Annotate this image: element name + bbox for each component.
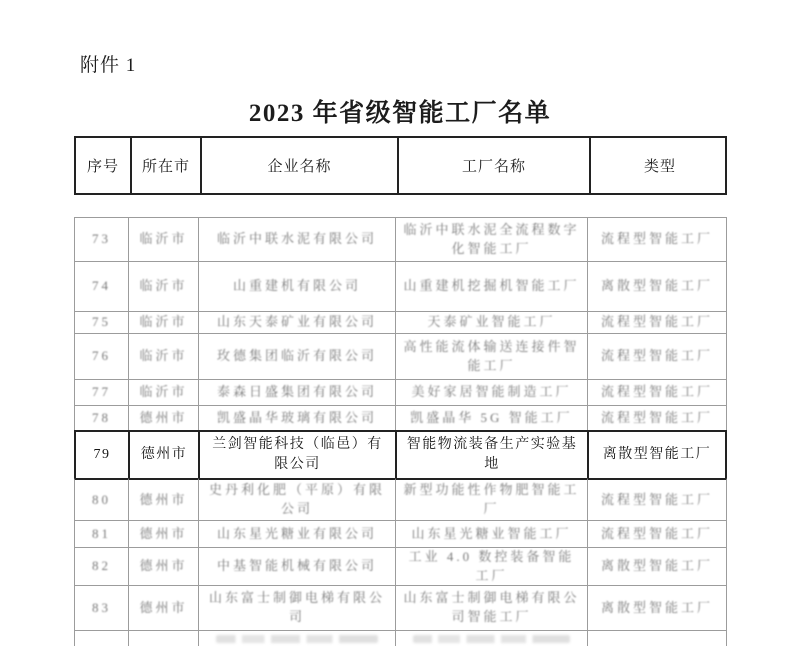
cell-type-text: 流程型智能工厂 — [600, 231, 713, 247]
cell-city-text: 德州市 — [139, 525, 188, 541]
cell-company-text: 泰森日盛集团有限公司 — [216, 384, 377, 400]
table-row-80 — [74, 478, 727, 520]
cell-no — [74, 261, 128, 311]
cell-factory-text: 临沂中联水泥全流程数字化智能工厂 — [403, 221, 580, 256]
cell-city-text: 德州市 — [139, 558, 188, 574]
cell-factory-text: 山重建机挖掘机智能工厂 — [403, 278, 580, 294]
cell-city — [128, 217, 198, 261]
cell-no-text: 81 — [92, 525, 111, 541]
cell-factory — [395, 547, 587, 585]
cell-no-text: 75 — [92, 314, 111, 330]
cell-no-text: 73 — [92, 231, 111, 247]
cell-type-text: 离散型智能工厂 — [600, 558, 713, 574]
cell-no — [74, 311, 128, 333]
cell-factory — [395, 379, 587, 405]
cell-city-text: 德州市 — [139, 491, 188, 507]
cell-no — [74, 379, 128, 405]
cell-company-text: 山东天泰矿业有限公司 — [216, 314, 377, 330]
cell-city-text: 临沂市 — [139, 348, 188, 364]
cell-city — [128, 520, 198, 547]
cell-city-text: 临沂市 — [139, 231, 188, 247]
column-header-no: 序号 — [86, 159, 119, 175]
cell-no-text: 83 — [92, 599, 111, 615]
cell-city-text: 德州市 — [139, 409, 188, 425]
cell-factory-text: 美好家居智能制造工厂 — [411, 384, 572, 400]
cell-no-text: 82 — [92, 558, 111, 574]
page-title: 2023 年省级智能工厂名单 — [248, 100, 552, 127]
cell-no-text: 80 — [92, 491, 111, 507]
cell-no — [74, 405, 128, 430]
cell-company-text: 中基智能机械有限公司 — [216, 558, 377, 574]
cell-no-text: 74 — [92, 278, 111, 294]
cell-no — [74, 333, 128, 379]
cell-type-text: 离散型智能工厂 — [602, 446, 712, 462]
cell-city — [128, 547, 198, 585]
cell-company — [198, 311, 395, 333]
cell-company — [198, 430, 395, 478]
cell-factory-text: 智能物流装备生产实验基地 — [406, 436, 578, 472]
cell-type — [587, 311, 727, 333]
cell-type-text: 离散型智能工厂 — [600, 278, 713, 294]
cell-company — [198, 261, 395, 311]
cell-city — [128, 405, 198, 430]
table-row-78 — [74, 405, 727, 430]
cell-company-text: 山东富士制御电梯有限公司 — [208, 590, 385, 624]
cell-type — [587, 333, 727, 379]
cell-city-text: 临沂市 — [139, 314, 188, 330]
column-header-city: 所在市 — [130, 138, 200, 193]
cell-type — [587, 405, 727, 430]
table-row-81 — [74, 520, 727, 547]
cell-factory-text: 山东富士制御电梯有限公司智能工厂 — [403, 590, 580, 624]
cell-factory — [395, 217, 587, 261]
data-table — [74, 217, 727, 646]
cell-company-text: 史丹利化肥（平原）有限公司 — [208, 482, 385, 516]
cell-factory — [395, 261, 587, 311]
cell-company-text: 山东星光糖业有限公司 — [216, 525, 377, 541]
cell-type — [587, 217, 727, 261]
cell-type-text: 流程型智能工厂 — [600, 409, 713, 425]
table-row-83 — [74, 585, 727, 630]
cell-company-text: 兰剑智能科技（临邑）有限公司 — [212, 436, 383, 472]
cell-partial — [198, 630, 395, 646]
cell-city — [128, 311, 198, 333]
cell-no — [74, 217, 128, 261]
cell-no — [74, 430, 128, 478]
cell-type-text: 流程型智能工厂 — [600, 525, 713, 541]
cell-city-text: 临沂市 — [139, 384, 188, 400]
table-row-76 — [74, 333, 727, 379]
cell-type-text: 流程型智能工厂 — [600, 314, 713, 330]
cell-no — [74, 478, 128, 520]
cell-company — [198, 547, 395, 585]
cell-factory-text: 新型功能性作物肥智能工厂 — [403, 482, 580, 516]
column-header-factory: 工厂名称 — [397, 138, 589, 193]
cell-company — [198, 585, 395, 630]
table-row-82 — [74, 547, 727, 585]
cell-type-text: 流程型智能工厂 — [600, 348, 713, 364]
cell-company-text: 玫德集团临沂有限公司 — [216, 348, 377, 364]
table-row-partial — [74, 630, 727, 646]
cell-factory — [395, 478, 587, 520]
table-row-75 — [74, 311, 727, 333]
cell-type — [587, 379, 727, 405]
cell-city — [128, 333, 198, 379]
illegible-text-smudge — [413, 635, 571, 643]
cell-no-text: 78 — [92, 409, 111, 425]
cell-partial — [587, 630, 727, 646]
table-header-row — [74, 136, 727, 195]
cell-factory-text: 工业 4.0 数控装备智能工厂 — [408, 548, 575, 583]
cell-type-text: 流程型智能工厂 — [600, 384, 713, 400]
attachment-label: 附件 1 — [80, 55, 137, 76]
cell-city-text: 德州市 — [139, 599, 188, 615]
cell-no — [74, 585, 128, 630]
cell-company — [198, 478, 395, 520]
cell-company — [198, 379, 395, 405]
cell-city — [128, 430, 198, 478]
cell-company — [198, 520, 395, 547]
cell-factory — [395, 333, 587, 379]
cell-type — [587, 430, 727, 478]
cell-factory — [395, 520, 587, 547]
cell-type — [587, 478, 727, 520]
cell-partial — [395, 630, 587, 646]
cell-company-text: 山重建机有限公司 — [232, 278, 361, 294]
table-row-74 — [74, 261, 727, 311]
cell-factory — [395, 311, 587, 333]
cell-city-text: 德州市 — [140, 446, 188, 462]
cell-city — [128, 585, 198, 630]
cell-factory-text: 高性能流体输送连接件智能工厂 — [403, 338, 580, 373]
cell-city-text: 临沂市 — [139, 278, 188, 294]
cell-city — [128, 379, 198, 405]
column-header-company: 企业名称 — [200, 138, 397, 193]
cell-partial — [74, 630, 128, 646]
cell-company-text: 临沂中联水泥有限公司 — [216, 231, 377, 247]
cell-city — [128, 261, 198, 311]
cell-company — [198, 405, 395, 430]
cell-no-text: 79 — [93, 446, 111, 462]
table-row-79 — [74, 430, 727, 478]
cell-no-text: 76 — [92, 348, 111, 364]
cell-no — [74, 547, 128, 585]
column-header-type: 类型 — [589, 138, 729, 193]
cell-company — [198, 217, 395, 261]
cell-factory — [395, 405, 587, 430]
cell-no — [74, 520, 128, 547]
cell-type-text: 离散型智能工厂 — [600, 599, 713, 615]
table-row-77 — [74, 379, 727, 405]
cell-type — [587, 261, 727, 311]
cell-no-text: 77 — [92, 384, 111, 400]
cell-factory — [395, 585, 587, 630]
cell-factory — [395, 430, 587, 478]
cell-type — [587, 547, 727, 585]
cell-type — [587, 585, 727, 630]
cell-factory-text: 天泰矿业智能工厂 — [427, 314, 556, 330]
illegible-text-smudge — [216, 635, 378, 643]
cell-type-text: 流程型智能工厂 — [600, 491, 713, 507]
cell-company — [198, 333, 395, 379]
cell-company-text: 凯盛晶华玻璃有限公司 — [216, 409, 377, 425]
cell-partial — [128, 630, 198, 646]
cell-type — [587, 520, 727, 547]
cell-factory-text: 凯盛晶华 5G 智能工厂 — [410, 409, 573, 425]
cell-factory-text: 山东星光糖业智能工厂 — [411, 525, 572, 541]
table-row-73 — [74, 217, 727, 261]
cell-city — [128, 478, 198, 520]
